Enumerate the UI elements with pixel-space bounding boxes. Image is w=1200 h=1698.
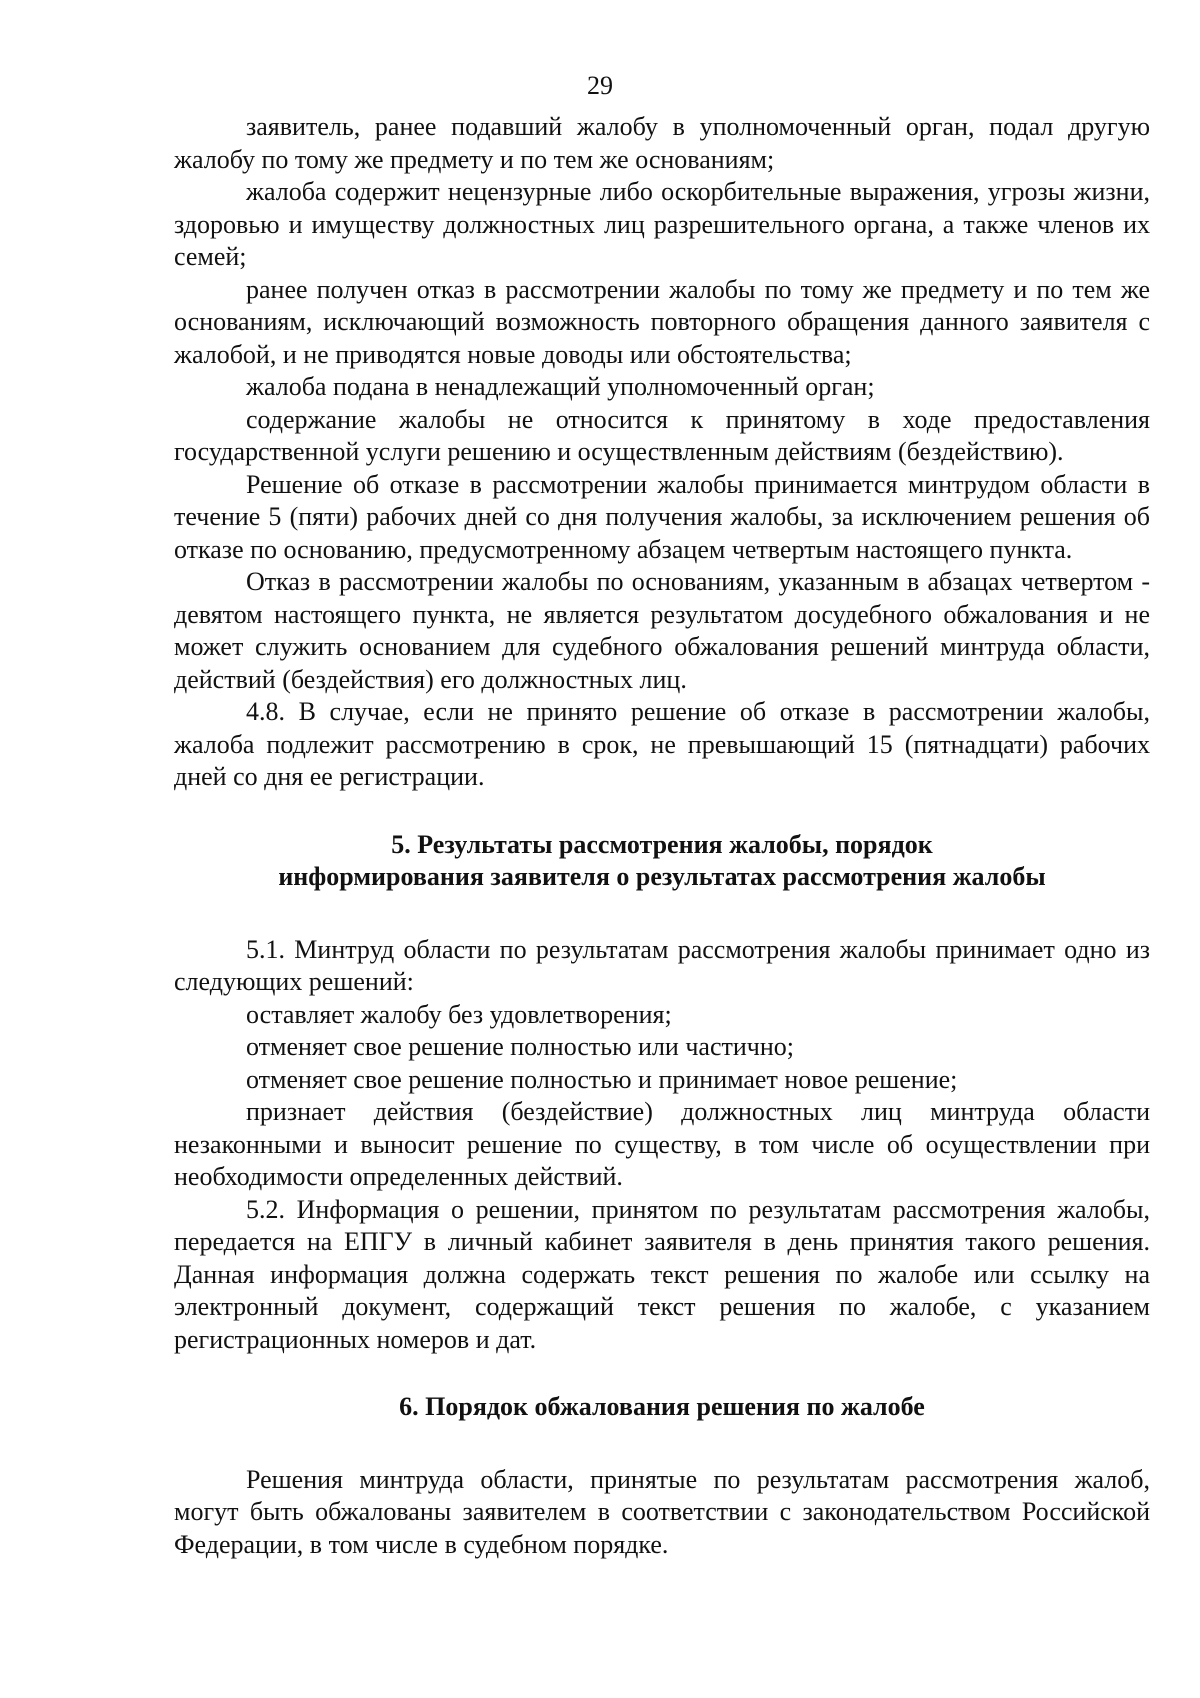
- paragraph: Решение об отказе в рассмотрении жалобы принимается минтрудом области в течение 5 (пяти) рабочих дней со дня получения жалобы, за исключением решения об отказе по основанию, предусмотренному абзацем четвертым настоящего пункта.: [174, 469, 1150, 564]
- paragraph: 5.2. Информация о решении, принятом по результатам рассмотрения жалобы, передается на ЕПГУ в личный кабинет заявителя в день принятия такого решения. Данная информация должна содержать текст решения по жалобе или ссылку на электронный документ, содержащий текст решения по жалобе, с указанием регистрационных номеров и дат.: [174, 1194, 1150, 1354]
- paragraph: оставляет жалобу без удовлетворения;: [246, 999, 672, 1029]
- section-6-heading: 6. Порядок обжалования решения по жалобе: [399, 1392, 925, 1421]
- section-heading-line: информирования заявителя о результатах рассмотрения жалобы: [278, 862, 1046, 891]
- paragraph: признает действия (бездействие) должностных лиц минтруда области незаконными и выносит решение по существу, в том числе об осуществлении при необходимости определенных действий.: [174, 1097, 1150, 1191]
- paragraph: ранее получен отказ в рассмотрении жалобы по тому же предмету и по тем же основаниям, исключающий возможность повторного обращения данного заявителя с жалобой, и не приводятся новые доводы или обстоятельства;: [174, 274, 1150, 369]
- paragraph: отменяет свое решение полностью или частично;: [246, 1032, 794, 1061]
- paragraph: 4.8. В случае, если не принято решение об отказе в рассмотрении жалобы, жалоба подлежит рассмотрению в срок, не превышающий 15 (пятнадцати) рабочих дней со дня ее регистрации.: [174, 697, 1150, 791]
- section-5-heading: [174, 829, 1150, 894]
- paragraph: содержание жалобы не относится к принятому в ходе предоставления государственной услуги решению и осуществленным действиям (бездействию).: [174, 404, 1150, 466]
- document-body: [174, 111, 1150, 1561]
- paragraph: 5.1. Минтруд области по результатам рассмотрения жалобы принимает одно из следующих решений:: [174, 934, 1150, 996]
- paragraph: Отказ в рассмотрении жалобы по основаниям, указанным в абзацах четвертом - девятом настоящего пункта, не является результатом досудебного обжалования и не может служить основанием для судебного обжалования решений минтруда области, действий (бездействия) его должностных лиц.: [174, 567, 1150, 694]
- paragraph: отменяет свое решение полностью и принимает новое решение;: [246, 1064, 958, 1094]
- paragraph: заявитель, ранее подавший жалобу в уполномоченный орган, подал другую жалобу по тому же предмету и по тем же основаниям;: [174, 112, 1150, 174]
- page-number: 29: [587, 71, 613, 100]
- paragraph: жалоба содержит нецензурные либо оскорбительные выражения, угрозы жизни, здоровью и имуществу должностных лиц разрешительного органа, а также членов их семей;: [174, 177, 1150, 271]
- paragraph: жалоба подана в ненадлежащий уполномоченный орган;: [246, 372, 875, 401]
- section-heading-line: 5. Результаты рассмотрения жалобы, порядок: [391, 829, 933, 859]
- paragraph: Решения минтруда области, принятые по результатам рассмотрения жалоб, могут быть обжалованы заявителем в соответствии с законодательством Российской Федерации, в том числе в судебном порядке.: [174, 1464, 1150, 1559]
